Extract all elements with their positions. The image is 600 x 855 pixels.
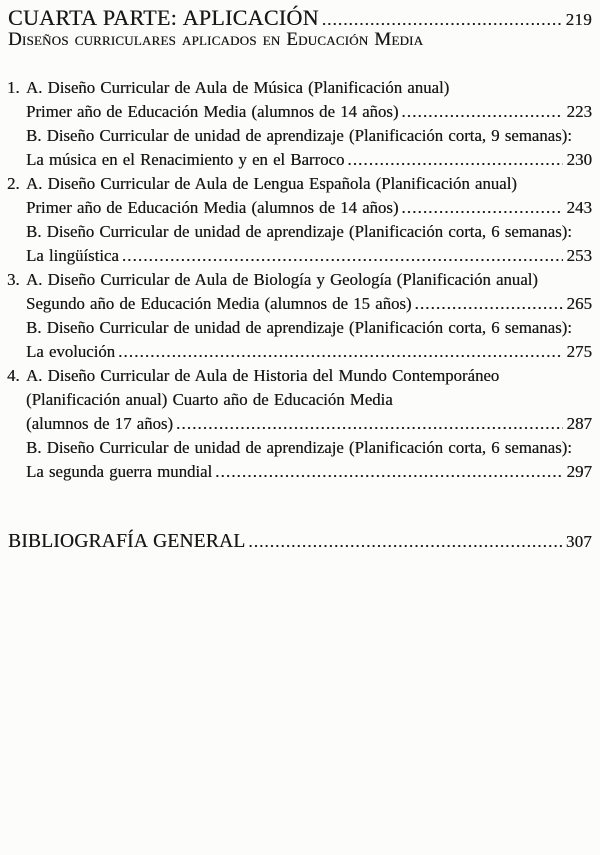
entry-text: La segunda guerra mundial: [26, 462, 213, 481]
dot-leader: [347, 148, 562, 172]
toc-line: [8, 124, 592, 148]
entry-page-number: 230: [566, 150, 592, 169]
entry-text: La evolución: [26, 342, 116, 361]
entry-page-number: 287: [566, 414, 592, 433]
entry-text: A. Diseño Curricular de Aula de Biología y Geología (Planificación anual): [26, 270, 538, 289]
entry-page-number: 243: [566, 198, 592, 217]
entry-text: Segundo año de Educación Media (alumnos de 15 años): [26, 294, 412, 313]
entry-page-number: 265: [566, 294, 592, 313]
entry-text: B. Diseño Curricular de unidad de aprendizaje (Planificación corta, 6 semanas):: [26, 438, 572, 457]
entry-text: Primer año de Educación Media (alumnos de 14 años): [26, 102, 399, 121]
entry-number: 4.: [7, 366, 20, 385]
entry-text: (Planificación anual) Cuarto año de Educación Media: [26, 390, 393, 409]
toc-line: [8, 436, 592, 460]
entry-text: La música en el Renacimiento y en el Barroco: [26, 150, 345, 169]
toc-line: [8, 388, 592, 412]
toc-line: [8, 172, 592, 196]
dot-leader: [122, 244, 563, 268]
toc-line: [8, 316, 592, 340]
entry-text: B. Diseño Curricular de unidad de aprendizaje (Planificación corta, 6 semanas):: [26, 222, 572, 241]
toc-line: [8, 292, 592, 316]
entry-text: La lingüística: [26, 246, 119, 265]
entry-page-number: 253: [566, 246, 592, 265]
entry-page-number: 275: [566, 342, 592, 361]
toc-line: [8, 148, 592, 172]
entry-text: Primer año de Educación Media (alumnos de 14 años): [26, 198, 399, 217]
entry-page-number: 223: [566, 102, 592, 121]
dot-leader: [414, 292, 562, 316]
entry-number: 1.: [7, 78, 20, 97]
entry-text: A. Diseño Curricular de Aula de Lengua Española (Planificación anual): [26, 174, 517, 193]
toc-entries: [8, 76, 592, 484]
dot-leader: [401, 100, 562, 124]
dot-leader: [176, 412, 562, 436]
entry-text: A. Diseño Curricular de Aula de Música (Planificación anual): [26, 78, 450, 97]
entry-text: A. Diseño Curricular de Aula de Historia del Mundo Contemporáneo: [26, 366, 500, 385]
toc-line: [8, 364, 592, 388]
dot-leader: [118, 340, 562, 364]
dot-leader: [401, 196, 562, 220]
dot-leader: [215, 460, 562, 484]
entry-number: 2.: [7, 174, 20, 193]
bibliography-page-number: 307: [565, 532, 592, 551]
dot-leader: [248, 530, 562, 554]
part-page-number: 219: [565, 10, 592, 29]
toc-line: [8, 460, 592, 484]
toc-line: [8, 100, 592, 124]
bibliography-row: [8, 530, 592, 554]
toc-line: [8, 412, 592, 436]
toc-line: [8, 220, 592, 244]
toc-line: [8, 340, 592, 364]
entry-text: (alumnos de 17 años): [26, 414, 174, 433]
part-subtitle: Diseños curriculares aplicados en Educación Media: [8, 29, 424, 50]
toc-line: [8, 244, 592, 268]
entry-number: 3.: [7, 270, 20, 289]
entry-text: B. Diseño Curricular de unidad de aprendizaje (Planificación corta, 9 semanas):: [26, 126, 572, 145]
bibliography-title: BIBLIOGRAFÍA GENERAL: [8, 531, 246, 552]
entry-text: B. Diseño Curricular de unidad de aprendizaje (Planificación corta, 6 semanas):: [26, 318, 572, 337]
entry-page-number: 297: [566, 462, 592, 481]
part-title: CUARTA PARTE: APLICACIÓN: [8, 5, 319, 30]
toc-line: [8, 196, 592, 220]
toc-line: [8, 76, 592, 100]
toc-line: [8, 268, 592, 292]
toc-page: [0, 6, 600, 855]
part-title-row: [8, 6, 592, 30]
part-subtitle-row: [8, 30, 592, 50]
